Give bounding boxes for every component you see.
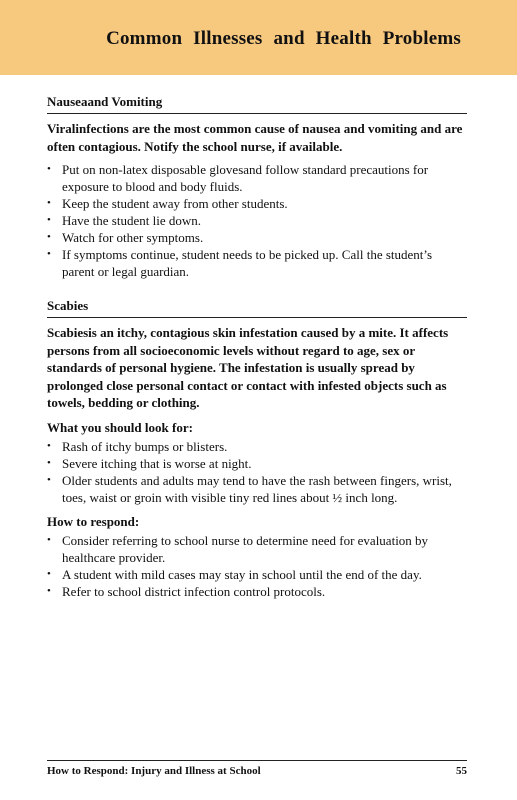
nausea-steps-list <box>47 161 467 280</box>
nausea-intro: Viralinfections are the most common cause of nausea and vomiting and are often contagious. Notify the school nurse, if available. <box>47 121 463 154</box>
look-for-list <box>47 438 467 506</box>
page-footer <box>47 760 467 777</box>
list-item: • Severe itching that is worse at night. <box>47 455 467 472</box>
page-number: 55 <box>456 765 467 777</box>
list-item: • If symptoms continue, student needs to be picked up. Call the student’s parent or legal guardian. <box>47 246 467 280</box>
list-item: • Older students and adults may tend to have the rash between fingers, wrist, toes, waist or groin with visible tiny red lines about ½ inch long. <box>47 472 467 506</box>
list-item: • A student with mild cases may stay in school until the end of the day. <box>47 566 467 583</box>
footer-title: How to Respond: Injury and Illness at School <box>47 765 261 777</box>
scabies-intro: Scabiesis an itchy, contagious skin infestation caused by a mite. It affects persons from all socioeconomic levels without regard to age, sex or standards of personal hygiene. The infestation is usually spread by prolonged close personal contact or contact with infested objects such as towels, bedding or clothing. <box>47 325 449 410</box>
list-item: • Put on non-latex disposable glovesand follow standard precautions for exposure to blood and body fluids. <box>47 161 467 195</box>
header-band <box>0 0 517 75</box>
list-item: • Consider referring to school nurse to determine need for evaluation by healthcare provider. <box>47 532 467 566</box>
section-heading-scabies: Scabies <box>47 298 467 318</box>
list-item: • Keep the student away from other students. <box>47 195 467 212</box>
page-title: Common Illnesses and Health Problems <box>106 28 461 49</box>
how-to-respond-list <box>47 532 467 600</box>
list-item: • Rash of itchy bumps or blisters. <box>47 438 467 455</box>
look-for-heading: What you should look for: <box>47 419 193 435</box>
list-item: • Have the student lie down. <box>47 212 467 229</box>
list-item: • Refer to school district infection control protocols. <box>47 583 467 600</box>
how-to-respond-heading: How to respond: <box>47 513 140 529</box>
section-heading-nausea: Nauseaand Vomiting <box>47 94 467 114</box>
main-content <box>47 94 467 600</box>
list-item: • Watch for other symptoms. <box>47 229 467 246</box>
